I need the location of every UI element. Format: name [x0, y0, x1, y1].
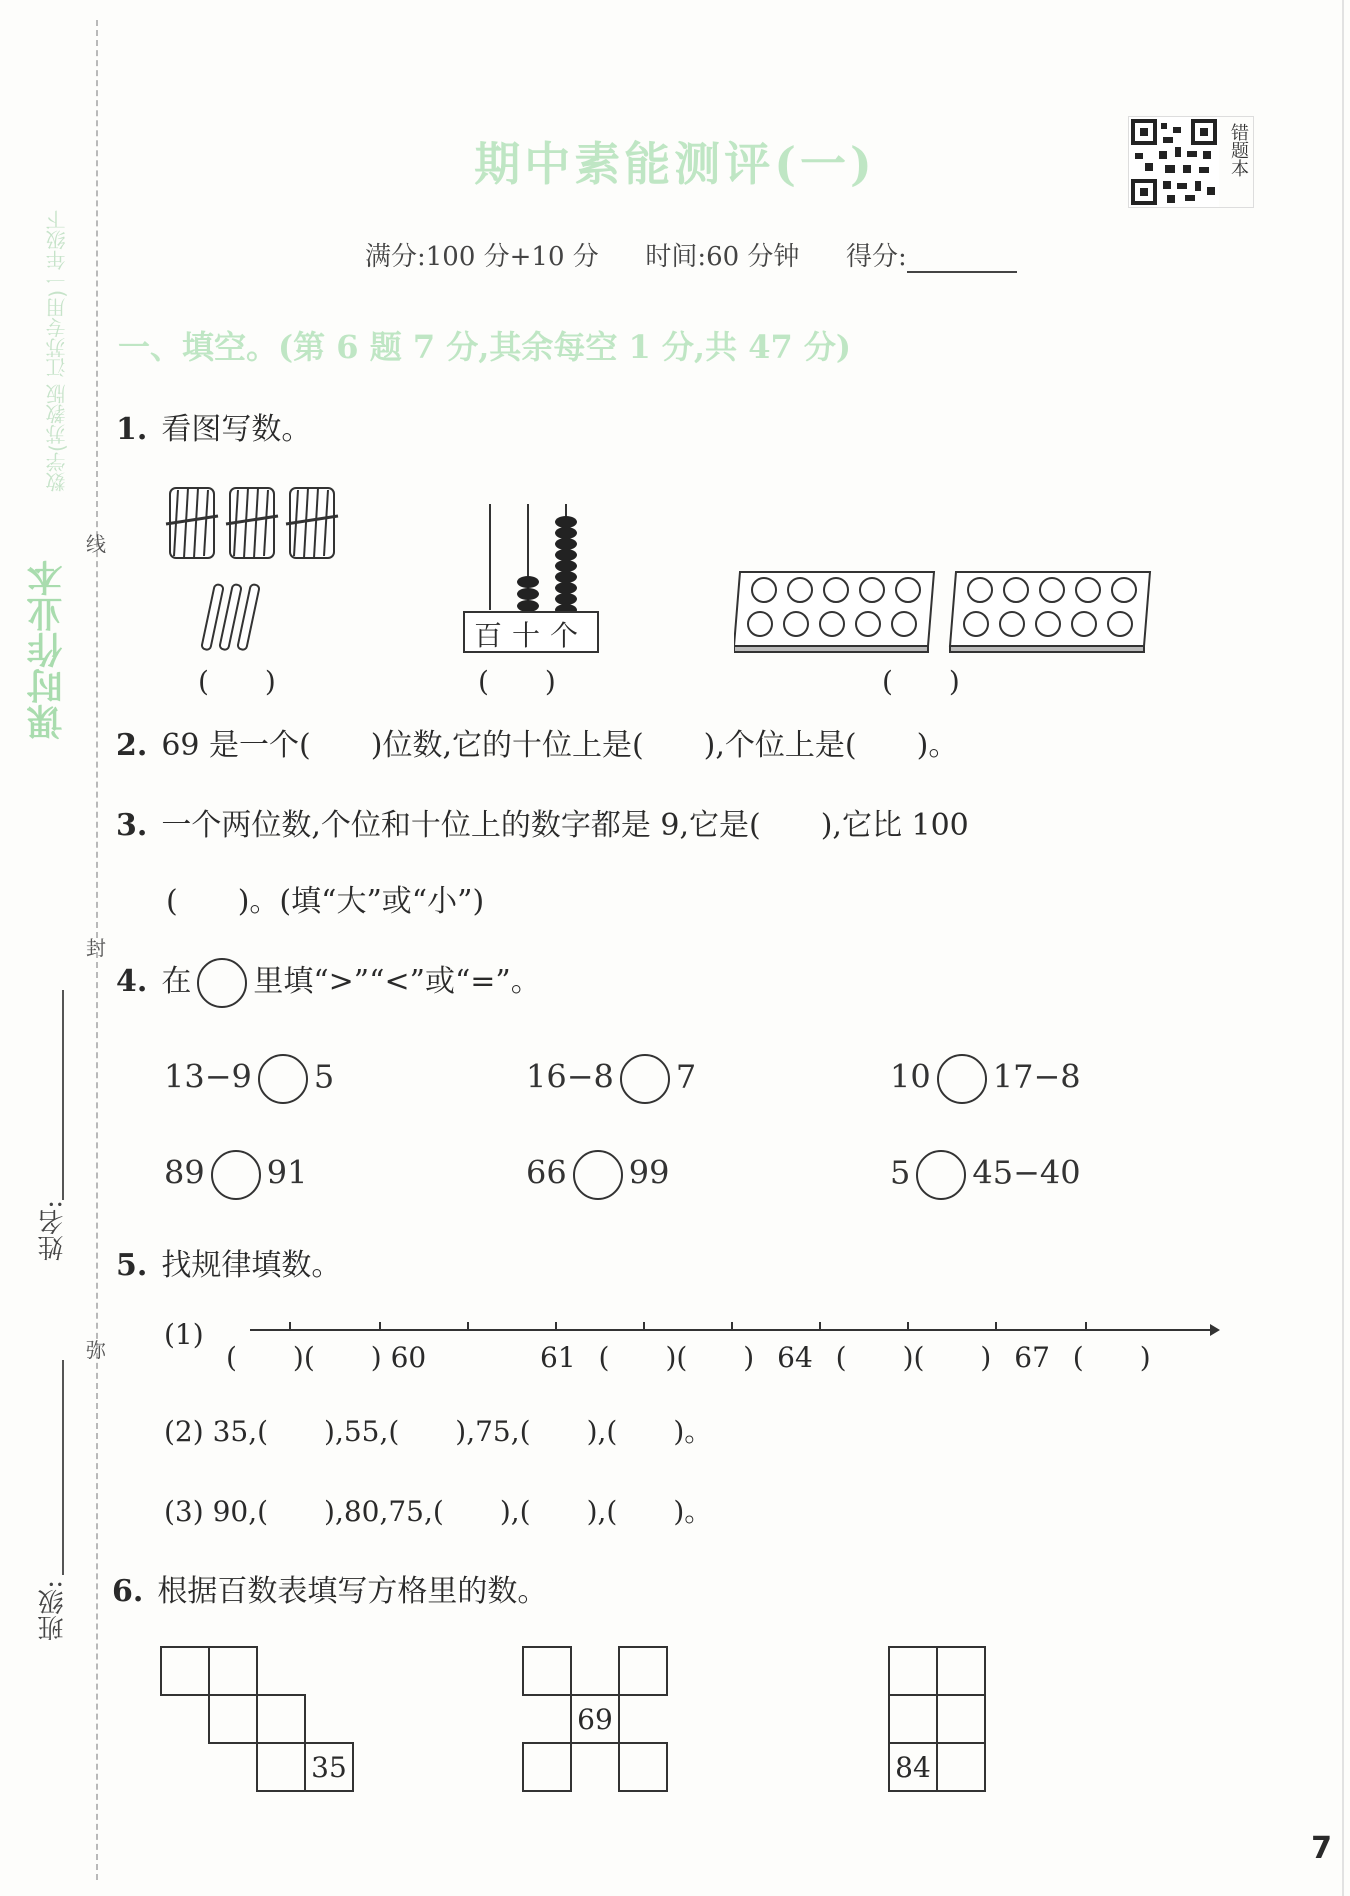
compare-circle[interactable]	[620, 1054, 670, 1104]
answer-blank-1c[interactable]: ( )	[882, 665, 960, 698]
stick-bundles-figure	[160, 480, 350, 660]
full-score: 满分:100 分+10 分	[365, 242, 599, 272]
name-blank[interactable]	[62, 990, 64, 1200]
compare-circle[interactable]	[916, 1150, 966, 1200]
question-3: 3. 一个两位数,个位和十位上的数字都是 9,它是( ),它比 100	[116, 808, 969, 843]
line-mark: 线	[86, 532, 106, 556]
number-line-values-b[interactable]: 61 ( )( ) 64 ( )( ) 67 ( )	[540, 1341, 1151, 1374]
question-4: 4. 在 里填“>”“<”或“=”。	[116, 956, 541, 1008]
number-line-values-a[interactable]: ( )( ) 60	[226, 1341, 427, 1374]
question-1: 1. 看图写数。	[116, 412, 312, 447]
compare-item: 89 91	[164, 1150, 307, 1200]
hundred-grid-b	[522, 1646, 668, 1792]
question-3-line2[interactable]: ( )。(填“大”或“小”)	[166, 884, 485, 919]
compare-item: 66 99	[526, 1150, 669, 1200]
q5-part3[interactable]: (3) 90,( ),80,75,( ),( ),( )。	[164, 1495, 713, 1528]
page-edge	[1342, 0, 1344, 1896]
compare-circle[interactable]	[258, 1054, 308, 1104]
qr-label: 错题本	[1228, 123, 1249, 177]
compare-circle[interactable]	[937, 1054, 987, 1104]
compare-circle[interactable]	[211, 1150, 261, 1200]
page-number: 7	[1311, 1831, 1332, 1866]
answer-blank-1a[interactable]: ( )	[198, 665, 276, 698]
bundle-icon	[166, 488, 218, 558]
class-label: 班级:	[38, 1580, 68, 1641]
name-label: 姓名:	[38, 1200, 68, 1261]
grid-given: 35	[305, 1743, 353, 1791]
book-series-label: 数学(苏教版 江苏专用)一年级下	[45, 210, 69, 492]
exam-meta	[365, 236, 1017, 273]
hundred-grid-a	[160, 1646, 354, 1792]
section-heading: 一、填空。(第 6 题 7 分,其余每空 1 分,共 47 分)	[118, 328, 852, 366]
compare-circle[interactable]	[573, 1150, 623, 1200]
class-blank[interactable]	[62, 1360, 64, 1575]
grid-given: 84	[889, 1743, 937, 1791]
close-mark: 弥	[86, 1338, 106, 1362]
q5-part1-label: (1)	[164, 1318, 204, 1351]
time-limit: 时间:60 分钟	[645, 242, 800, 272]
qr-code[interactable]	[1128, 116, 1254, 208]
grid-given: 69	[571, 1695, 619, 1743]
score-label: 得分:	[845, 242, 907, 272]
compare-item: 5 45−40	[890, 1150, 1081, 1200]
question-5: 5. 找规律填数。	[116, 1248, 342, 1283]
compare-item: 10 17−8	[890, 1054, 1081, 1104]
abacus-labels: 百十个	[474, 619, 589, 652]
book-logo: 课时作业本	[27, 560, 68, 740]
circle-icon	[197, 958, 247, 1008]
q5-part2[interactable]: (2) 35,( ),55,( ),75,( ),( )。	[164, 1415, 713, 1448]
compare-item: 13−9 5	[164, 1054, 334, 1104]
hundred-grid-c	[888, 1646, 986, 1792]
answer-blank-1b[interactable]: ( )	[478, 665, 556, 698]
score-blank[interactable]	[907, 249, 1017, 273]
seal-mark: 封	[86, 936, 106, 960]
ten-frames-figure	[734, 566, 1154, 656]
compare-item: 16−8 7	[526, 1054, 696, 1104]
page-title: 期中素能测评(一)	[474, 137, 876, 191]
question-2: 2. 69 是一个( )位数,它的十位上是( ),个位上是( )。	[116, 728, 959, 763]
qr-icon	[1129, 117, 1219, 207]
question-6: 6. 根据百数表填写方格里的数。	[112, 1574, 548, 1609]
